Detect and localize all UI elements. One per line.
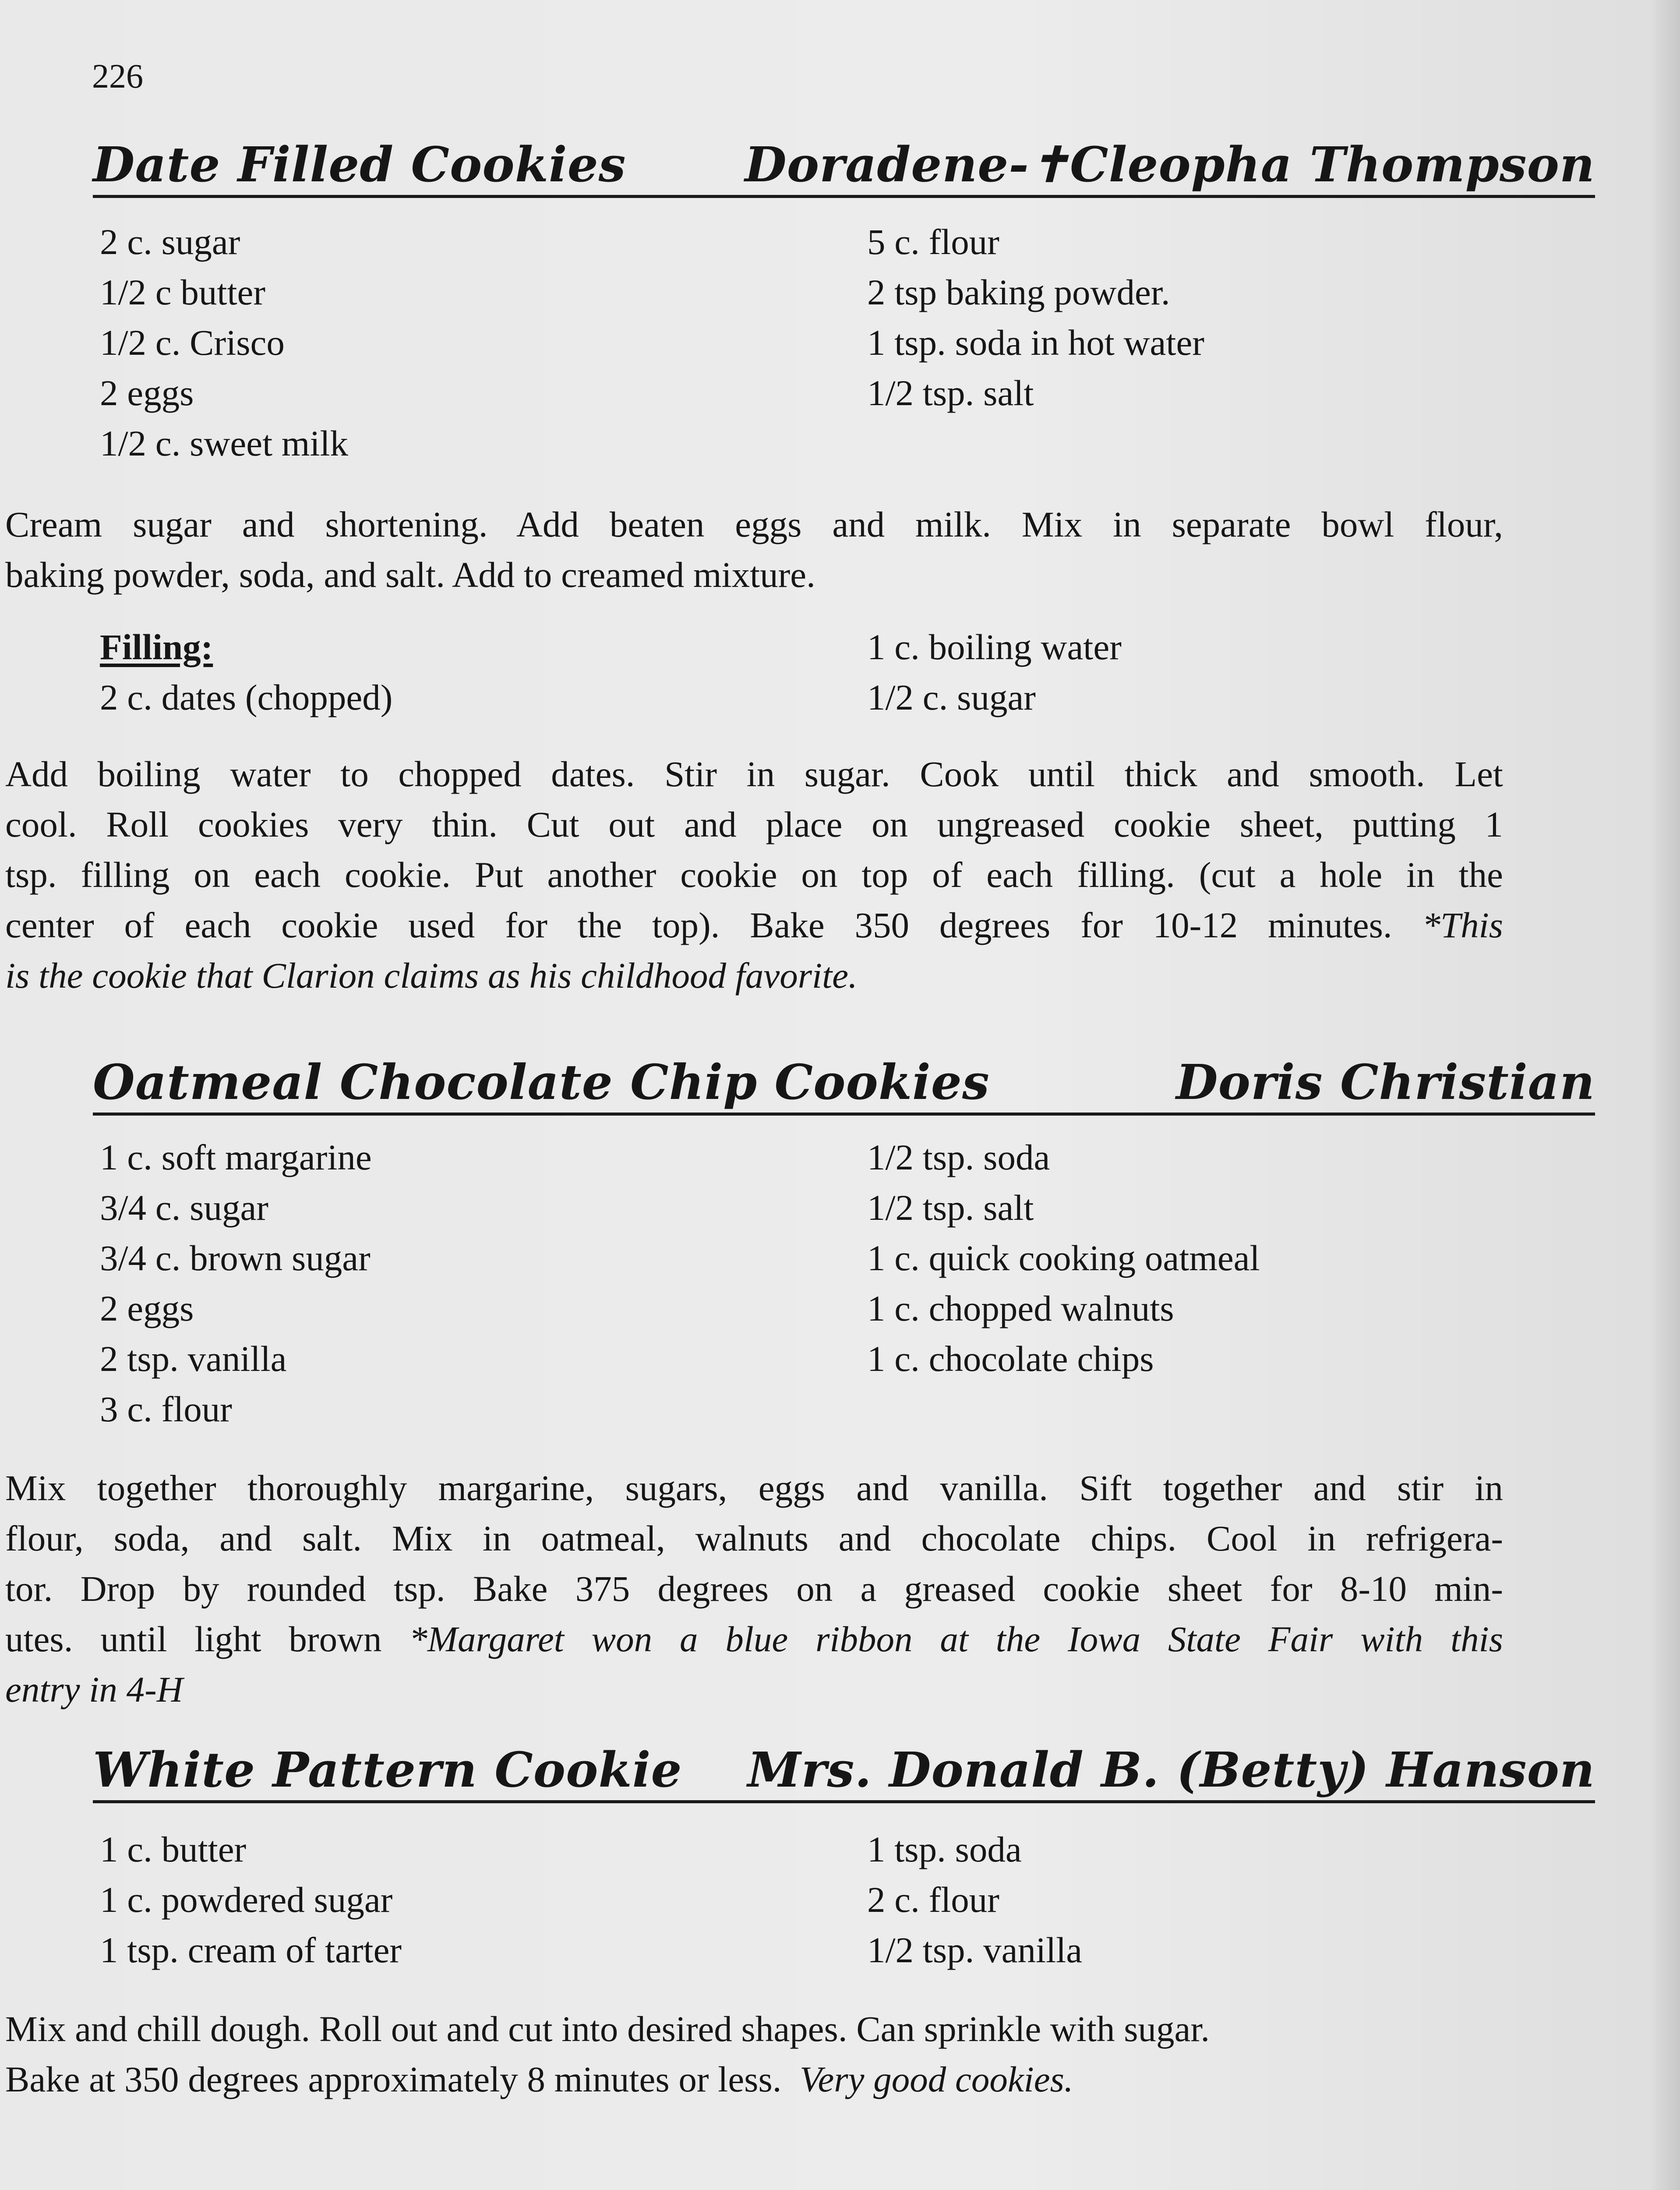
recipe-white-pattern-cookie bbox=[93, 1730, 1595, 1803]
filling-label: Filling: bbox=[100, 627, 213, 667]
ingredient: 2 tsp. vanilla bbox=[100, 1339, 287, 1379]
directions-text: center of each cookie used for the top). Bake 350 degrees for 10-12 minutes. bbox=[5, 905, 1392, 945]
ingredient: 2 eggs bbox=[100, 373, 194, 413]
directions-line: Mix together thoroughly margarine, sugars, eggs and vanilla. Sift together and stir in bbox=[5, 1468, 1503, 1508]
ingredient: 1 c. chocolate chips bbox=[867, 1339, 1154, 1379]
directions-line: Cream sugar and shortening. Add beaten eggs and milk. Mix in separate bowl flour, bbox=[5, 504, 1503, 544]
recipe-header bbox=[93, 125, 1595, 198]
recipe-note: entry in 4-H bbox=[5, 1669, 183, 1710]
ingredient: 1/2 tsp. salt bbox=[867, 373, 1034, 413]
ingredient: 3 c. flour bbox=[100, 1389, 232, 1429]
recipe-title: Oatmeal Chocolate Chip Cookies bbox=[93, 1054, 990, 1110]
recipe-note: *Margaret won a blue ribbon at the Iowa State Fair with this bbox=[409, 1619, 1503, 1659]
directions-line: tsp. filling on each cookie. Put another cookie on top of each filling. (cut a hole in the bbox=[5, 855, 1503, 895]
ingredient: 2 eggs bbox=[100, 1288, 194, 1328]
directions-line: cool. Roll cookies very thin. Cut out and place on ungreased cookie sheet, putting 1 bbox=[5, 804, 1503, 844]
recipe-author: Doradene-✝Cleopha Thompson bbox=[745, 136, 1595, 193]
ingredients bbox=[93, 1132, 1595, 1439]
ingredient: 1 c. chopped walnuts bbox=[867, 1288, 1174, 1328]
ingredient: 1/2 tsp. vanilla bbox=[867, 1930, 1083, 1970]
filling-label-line bbox=[100, 622, 392, 672]
ingredient: 5 c. flour bbox=[867, 222, 999, 262]
directions-line bbox=[5, 950, 1503, 1001]
recipe-note: Very good cookies. bbox=[800, 2059, 1073, 2099]
recipe-author: Mrs. Donald B. (Betty) Hanson bbox=[747, 1741, 1595, 1798]
recipe-note: is the cookie that Clarion claims as his childhood favorite. bbox=[5, 955, 858, 996]
recipe-title: Date Filled Cookies bbox=[93, 136, 626, 193]
directions-line: tor. Drop by rounded tsp. Bake 375 degrees on a greased cookie sheet for 8-10 min- bbox=[5, 1568, 1503, 1609]
directions-line bbox=[5, 1664, 1503, 1715]
filling-directions bbox=[5, 749, 1503, 1001]
ingredient: 2 c. dates (chopped) bbox=[100, 677, 393, 717]
directions-line: baking powder, soda, and salt. Add to creamed mixture. bbox=[5, 555, 815, 595]
ingredient: 1/2 c. Crisco bbox=[100, 322, 285, 363]
ingredient: 1 c. butter bbox=[100, 1829, 247, 1869]
ingredient: 1/2 c. sweet milk bbox=[100, 423, 349, 463]
page-number: 226 bbox=[92, 57, 143, 95]
recipe-note: *This bbox=[1422, 905, 1503, 945]
recipe-header bbox=[93, 1730, 1595, 1803]
directions-line: flour, soda, and salt. Mix in oatmeal, walnuts and chocolate chips. Cool in refrigera- bbox=[5, 1518, 1503, 1558]
ingredients bbox=[93, 217, 1595, 480]
ingredient: 1 tsp. soda bbox=[867, 1829, 1022, 1869]
ingredient: 1 tsp. cream of tarter bbox=[100, 1930, 402, 1970]
ingredients-right-column bbox=[867, 1824, 1082, 1975]
ingredient: 3/4 c. sugar bbox=[100, 1187, 268, 1228]
recipe-author: Doris Christian bbox=[1176, 1054, 1595, 1110]
ingredient: 2 c. flour bbox=[867, 1879, 999, 1920]
directions-line: Add boiling water to chopped dates. Stir in sugar. Cook until thick and smooth. Let bbox=[5, 754, 1503, 794]
ingredient: 2 tsp baking powder. bbox=[867, 272, 1170, 312]
page-binding-shadow bbox=[1649, 0, 1680, 2190]
directions-line bbox=[5, 900, 1503, 950]
ingredient: 3/4 c. brown sugar bbox=[100, 1238, 371, 1278]
ingredients-left-column bbox=[100, 1824, 402, 1975]
recipe-date-filled-cookies bbox=[93, 125, 1595, 198]
directions-line bbox=[5, 2054, 1503, 2105]
recipe-oatmeal-chocolate-chip-cookies bbox=[93, 1042, 1595, 1116]
directions-line bbox=[5, 1614, 1503, 1664]
ingredient: 1 c. powdered sugar bbox=[100, 1879, 393, 1920]
ingredient: 1/2 c. sugar bbox=[867, 677, 1036, 717]
ingredients-right-column bbox=[867, 217, 1204, 418]
directions-text: utes. until light brown bbox=[5, 1619, 382, 1659]
filling-ingredients bbox=[93, 622, 1595, 727]
ingredients-left-column bbox=[100, 1132, 372, 1434]
filling-left-column bbox=[100, 622, 392, 723]
ingredients-right-column bbox=[867, 1132, 1260, 1384]
ingredient: 1 c. soft margarine bbox=[100, 1137, 372, 1177]
ingredient: 1 tsp. soda in hot water bbox=[867, 322, 1204, 363]
directions-text: Bake at 350 degrees approximately 8 minutes or less. bbox=[5, 2059, 782, 2099]
ingredient: 2 c. sugar bbox=[100, 222, 240, 262]
ingredient: 1/2 c butter bbox=[100, 272, 265, 312]
ingredient: 1 c. quick cooking oatmeal bbox=[867, 1238, 1260, 1278]
ingredient: 1 c. boiling water bbox=[867, 627, 1122, 667]
filling-right-column bbox=[867, 622, 1122, 723]
recipe-header bbox=[93, 1042, 1595, 1116]
ingredients-left-column bbox=[100, 217, 348, 469]
ingredient: 1/2 tsp. salt bbox=[867, 1187, 1034, 1228]
directions bbox=[5, 2004, 1503, 2105]
directions-line: Mix and chill dough. Roll out and cut into desired shapes. Can sprinkle with sugar. bbox=[5, 2009, 1210, 2049]
ingredient: 1/2 tsp. soda bbox=[867, 1137, 1050, 1177]
recipe-title: White Pattern Cookie bbox=[93, 1741, 682, 1798]
ingredients bbox=[93, 1824, 1595, 1978]
directions bbox=[5, 1463, 1503, 1715]
directions bbox=[5, 499, 1503, 600]
